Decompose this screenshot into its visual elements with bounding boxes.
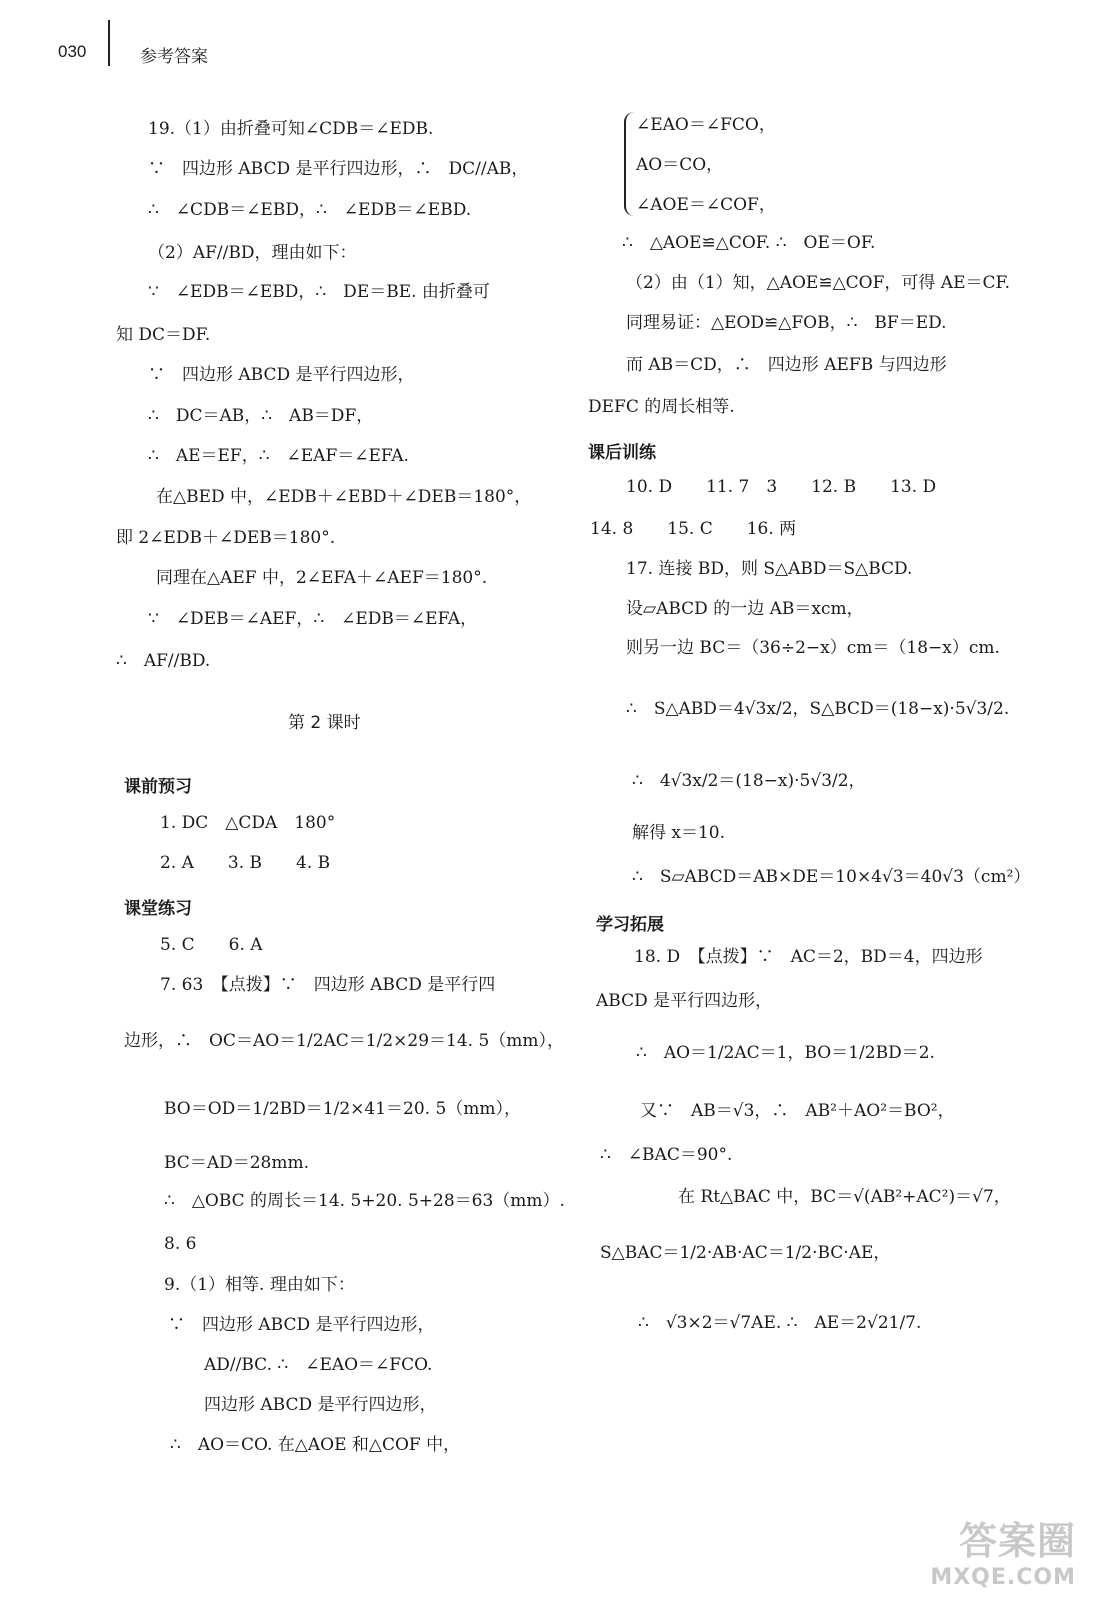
answer-line: ∴ ∠BAC＝90°. bbox=[600, 1145, 733, 1165]
section-title: 参考答案 bbox=[140, 47, 208, 67]
answer-line: 知 DC＝DF. bbox=[116, 325, 211, 345]
lesson-title: 第 2 课时 bbox=[288, 713, 361, 733]
answer-line: 7. 63 【点拨】∵ 四边形 ABCD 是平行四 bbox=[160, 975, 496, 995]
answer-line: ∴ AF//BD. bbox=[116, 651, 211, 671]
answer-line: AD//BC. ∴ ∠EAO＝∠FCO. bbox=[204, 1355, 433, 1375]
answer-line: 设▱ABCD 的一边 AB＝xcm， bbox=[626, 599, 864, 619]
answer-line: 解得 x＝10. bbox=[632, 823, 726, 843]
answer-line: 14. 8 15. C 16. 两 bbox=[590, 519, 797, 539]
answer-line: 2. A 3. B 4. B bbox=[160, 853, 331, 873]
answer-line: ∴ DC＝AB，∴ AB＝DF， bbox=[148, 406, 374, 426]
classroom-heading: 课堂练习 bbox=[124, 899, 192, 919]
answer-line: ∵ 四边形 ABCD 是平行四边形， bbox=[148, 365, 415, 385]
pre-class-heading: 课前预习 bbox=[124, 777, 192, 797]
header-divider bbox=[108, 20, 110, 66]
answer-line: ∵ 四边形 ABCD 是平行四边形，∴ DC//AB， bbox=[148, 159, 529, 179]
answer-line: BO＝OD＝1/2BD＝1/2×41＝20. 5（mm）， bbox=[164, 1099, 522, 1119]
answer-line: DEFC 的周长相等. bbox=[588, 397, 735, 417]
answer-line: 18. D 【点拨】∵ AC＝2，BD＝4，四边形 bbox=[634, 947, 983, 967]
answer-line: ∵ ∠DEB＝∠AEF，∴ ∠EDB＝∠EFA， bbox=[148, 609, 478, 629]
answer-line: 边形，∴ OC＝AO＝1/2AC＝1/2×29＝14. 5（mm）， bbox=[124, 1031, 565, 1051]
system-line: AO＝CO， bbox=[636, 155, 724, 175]
answer-line: 10. D 11. 7 3 12. B 13. D bbox=[626, 477, 937, 497]
answer-line: 8. 6 bbox=[164, 1234, 197, 1254]
answer-line: 19.（1）由折叠可知∠CDB＝∠EDB. bbox=[148, 119, 434, 139]
extension-heading: 学习拓展 bbox=[596, 915, 664, 935]
page-number: 030 bbox=[58, 42, 87, 61]
watermark-url: MXQE.COM bbox=[930, 1565, 1076, 1590]
answer-line: ∴ 4√3x/2＝(18−x)·5√3/2， bbox=[632, 771, 866, 791]
answer-line: 9.（1）相等. 理由如下： bbox=[164, 1275, 355, 1295]
system-line: ∠EAO＝∠FCO， bbox=[636, 115, 776, 135]
answer-line: ∴ AE＝EF，∴ ∠EAF＝∠EFA. bbox=[148, 446, 409, 466]
answer-line: ∴ ∠CDB＝∠EBD，∴ ∠EDB＝∠EBD. bbox=[148, 200, 472, 220]
answer-line: 在△BED 中，∠EDB＋∠EBD＋∠DEB＝180°， bbox=[156, 487, 532, 507]
watermark bbox=[930, 1510, 1076, 1590]
answer-line: ∴ AO＝CO. 在△AOE 和△COF 中， bbox=[170, 1435, 461, 1455]
answer-line: 5. C 6. A bbox=[160, 935, 263, 955]
answer-line: 则另一边 BC＝（36÷2−x）cm＝（18−x）cm. bbox=[626, 638, 1000, 658]
watermark-logo-text: 答案圈 bbox=[958, 1519, 1076, 1563]
answer-line: ∵ ∠EDB＝∠EBD，∴ DE＝BE. 由折叠可 bbox=[148, 282, 490, 302]
answer-line: S△BAC＝1/2·AB·AC＝1/2·BC·AE， bbox=[600, 1243, 891, 1263]
answer-line: （2）由（1）知，△AOE≌△COF，可得 AE＝CF. bbox=[626, 273, 1011, 293]
answer-line: 即 2∠EDB＋∠DEB＝180°. bbox=[116, 528, 336, 548]
answer-line: ∴ △OBC 的周长＝14. 5+20. 5+28＝63（mm）. bbox=[164, 1191, 565, 1211]
answer-line: 同理在△AEF 中，2∠EFA＋∠AEF＝180°. bbox=[156, 568, 488, 588]
answer-line: 17. 连接 BD，则 S△ABD＝S△BCD. bbox=[626, 559, 913, 579]
answer-line: ∴ S▱ABCD＝AB×DE＝10×4√3＝40√3（cm²） bbox=[632, 867, 1031, 887]
answer-line: 又∵ AB＝√3，∴ AB²＋AO²＝BO²， bbox=[640, 1101, 955, 1121]
answer-line: ∴ √3×2＝√7AE. ∴ AE＝2√21/7. bbox=[638, 1313, 922, 1333]
answer-line: 1. DC △CDA 180° bbox=[160, 813, 336, 833]
answer-line: ∴ △AOE≌△COF. ∴ OE＝OF. bbox=[622, 233, 876, 253]
answer-line: 同理易证：△EOD≌△FOB，∴ BF＝ED. bbox=[626, 313, 947, 333]
answer-line: ∵ 四边形 ABCD 是平行四边形， bbox=[168, 1315, 435, 1335]
answer-line: BC＝AD＝28mm. bbox=[164, 1153, 309, 1173]
answer-line: 而 AB＝CD，∴ 四边形 AEFB 与四边形 bbox=[626, 355, 947, 375]
system-line: ∠AOE＝∠COF， bbox=[636, 195, 776, 215]
answer-line: ∴ S△ABD＝4√3x/2，S△BCD＝(18−x)·5√3/2. bbox=[626, 699, 1010, 719]
after-class-heading: 课后训练 bbox=[588, 443, 656, 463]
answer-line: 在 Rt△BAC 中，BC＝√(AB²+AC²)＝√7， bbox=[678, 1187, 1011, 1207]
answer-line: （2）AF//BD，理由如下： bbox=[148, 243, 357, 263]
answer-line: ABCD 是平行四边形， bbox=[596, 991, 773, 1011]
answer-line: ∴ AO＝1/2AC＝1，BO＝1/2BD＝2. bbox=[636, 1043, 935, 1063]
answer-line: 四边形 ABCD 是平行四边形， bbox=[204, 1395, 437, 1415]
